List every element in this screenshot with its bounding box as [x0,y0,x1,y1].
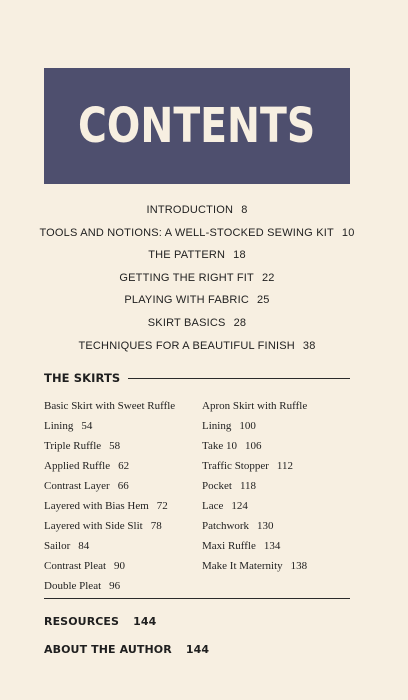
toc-entry[interactable] [44,612,209,640]
toc-entry-label: Layered with Bias Hem [44,500,149,512]
back-matter-list [44,612,209,668]
toc-entry-page: 118 [239,480,257,492]
toc-entry[interactable] [0,270,394,293]
toc-entry[interactable] [44,496,194,516]
toc-entry[interactable] [202,496,352,516]
toc-entry-label: Layered with Side Slit [44,520,143,532]
toc-entry-label: Sailor [44,540,71,552]
toc-entry[interactable] [202,396,352,436]
skirts-list-right [202,396,352,576]
toc-entry-page: 22 [261,271,275,284]
toc-entry[interactable] [0,225,394,248]
toc-entry-page: 124 [231,500,248,512]
toc-entry[interactable] [0,315,394,338]
toc-entry-label: Take 10 [202,440,237,452]
page-title: CONTENTS [78,98,316,154]
bottom-divider [44,598,350,599]
toc-entry[interactable] [44,556,194,576]
toc-entry-page: 38 [302,339,316,352]
toc-entry-page: 66 [117,480,129,492]
toc-entry-label: INTRODUCTION [146,204,234,216]
toc-entry-label: Contrast Pleat [44,560,107,572]
toc-entry[interactable] [202,476,352,496]
toc-entry[interactable] [202,556,352,576]
section-divider [128,378,350,379]
toc-entry[interactable] [0,202,394,225]
toc-entry-label: Double Pleat [44,580,102,592]
toc-entry-label-line1: Basic Skirt with Sweet Ruffle [44,400,176,412]
toc-entry[interactable] [202,456,352,476]
toc-entry-label: PLAYING WITH FABRIC [124,294,249,307]
toc-entry-label: Lining [202,420,232,432]
toc-entry-label: SKIRT BASICS [147,316,226,329]
toc-entry-page: 84 [78,540,90,552]
toc-entry-page: 28 [233,316,247,329]
toc-entry-page: 54 [81,420,93,432]
toc-entry[interactable] [44,396,194,436]
toc-entry-label: Triple Ruffle [44,440,102,452]
toc-entry-page: 100 [239,420,256,432]
section-heading: THE SKIRTS [44,371,121,385]
toc-entry[interactable] [44,436,194,456]
toc-entry-page: 144 [133,615,157,628]
toc-entry-label: GETTING THE RIGHT FIT [119,271,254,284]
toc-entry-label: Traffic Stopper [202,460,269,472]
toc-entry-page: 18 [233,249,246,262]
contents-banner [44,68,350,184]
toc-entry-label: Make It Maternity [202,560,283,572]
toc-entry[interactable] [44,516,194,536]
toc-entry[interactable] [202,516,352,536]
toc-entry[interactable] [44,536,194,556]
toc-entry-page: 138 [290,560,308,572]
toc-entry[interactable] [44,456,194,476]
toc-entry-label: Maxi Ruffle [202,540,256,552]
toc-entry[interactable] [0,247,394,270]
toc-entry-label: Applied Ruffle [44,460,111,472]
toc-entry[interactable] [44,576,194,596]
front-matter-list [0,202,394,360]
toc-entry-label: RESOURCES [44,615,120,628]
toc-entry[interactable] [44,476,194,496]
toc-entry[interactable] [202,436,352,456]
toc-entry-label: Lining [44,420,74,432]
toc-entry-label: Patchwork [202,520,250,532]
toc-entry-page: 144 [185,643,210,656]
toc-entry-page: 130 [257,520,274,532]
toc-entry-page: 8 [241,204,248,216]
toc-entry[interactable] [0,292,394,315]
toc-entry-page: 25 [256,294,270,307]
toc-entry-page: 58 [109,440,121,452]
toc-entry-label: Contrast Layer [44,480,110,492]
toc-entry-label: TECHNIQUES FOR A BEAUTIFUL FINISH [78,339,295,352]
toc-entry-label: Lace [202,500,224,512]
toc-entry-label: TOOLS AND NOTIONS: A WELL-STOCKED SEWING KIT [39,226,334,239]
skirts-section-header [44,370,350,386]
toc-entry-page: 10 [341,226,355,239]
toc-entry-page: 134 [263,540,281,552]
toc-entry-label-line1: Apron Skirt with Ruffle [202,400,308,412]
skirts-list-left [44,396,194,596]
toc-entry-page: 106 [244,440,262,452]
toc-entry-label: THE PATTERN [148,249,226,262]
toc-entry[interactable] [202,536,352,556]
toc-entry-page: 112 [276,460,294,472]
toc-entry-page: 72 [156,500,168,512]
toc-entry-label: ABOUT THE AUTHOR [44,643,172,656]
toc-entry-page: 96 [109,580,121,592]
toc-entry-page: 62 [118,460,130,472]
toc-entry-page: 78 [150,520,162,532]
toc-entry-label: Pocket [202,480,232,492]
toc-entry[interactable] [0,338,394,361]
toc-entry[interactable] [44,640,209,668]
toc-entry-page: 90 [114,560,126,572]
